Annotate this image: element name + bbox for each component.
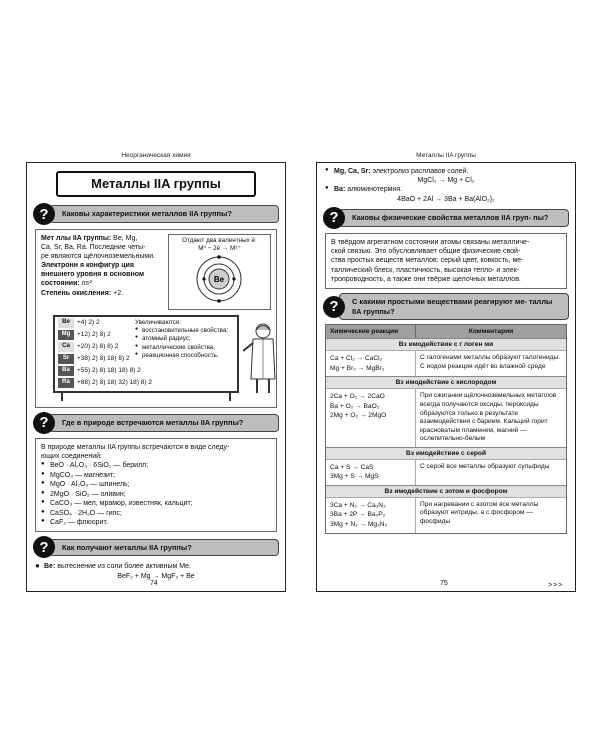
item-label: Ba: [334,186,346,194]
comment-cell: С серой все металлы образуют сульфиды [420,462,550,470]
list-item [325,185,567,194]
left-page [26,162,286,592]
atom-formula: M⁰ − 2ē → M²⁺ [198,245,241,253]
reaction-formula: 4BaO + 2Al → 3Ba + Ba(AlO₂)₂ [397,195,495,203]
mineral-text: CaF₂ — флюорит. [50,518,108,526]
bullet-icon: ● [41,480,45,487]
list-item [41,518,271,527]
question-reactions [323,293,569,320]
property-item [135,327,228,335]
comment-cell: С галогенами металлы образуют галогениды. С иодом реакция идёт во влажной среде [420,354,561,370]
nature-box: В природе металлы IIA группы встречаются в виде следу- ющих соединений: ● BeO · Al₂O₃ · 6SiO₂ — берилл; ● MgCO₃ — магнезит; ● MgO · Al₂O₃ — шпинель; ● 2MgO · SiO₂ — оливин; ● CaCO₃ — мел, мрамор, известняк, кальцит; ● CaSO₄ · 2H₂O — гипс; ● CaF₂ — флюорит. [35,438,277,533]
reaction-formula: Mg + Br₂ → MgBr₂ [330,364,385,372]
element-symbol: Be [58,318,74,328]
table-row [326,497,566,533]
running-head-right: Металлы IIA группы [416,152,476,159]
electron-configuration: +4) 2) 2 [77,318,100,326]
bullet-icon: ● [135,325,139,332]
item-label: Mg, Ca, Sr: [334,168,371,175]
physical-properties-text [325,233,567,289]
page-title: Металлы IIA группы [56,171,256,197]
question-obtaining [33,536,279,558]
table-section-title: Вз имодействие с кислородом [326,376,566,388]
question-text: Каковы физические свойства металлов IIA груп- пы? [339,209,569,227]
property-text: реакционная способность. [142,352,219,360]
text-line: ства простых веществ металлов: серый цвет, ковкость, ме- [331,257,524,265]
list-item [41,509,271,518]
reaction-formula: 3Mg + N₂ → Mg₃N₂ [330,520,388,528]
element-symbol: Ca [58,342,74,352]
bullet-icon: ● [41,508,45,515]
mineral-text: BeO · Al₂O₃ · 6SiO₂ — берилл; [50,462,149,470]
bullet-icon: ● [325,185,329,192]
mineral-text: MgO · Al₂O₃ — шпинель; [50,481,130,489]
electron-configuration: +12) 2) 8) 2 [77,330,111,338]
continue-arrows: >>> [548,582,564,589]
element-symbol: Mg [58,330,74,340]
element-row [55,377,237,389]
question-mark-icon: ? [33,412,55,434]
element-symbol: Ra [58,378,74,388]
right-page [316,162,576,592]
characteristics-box [35,229,277,408]
element-symbol: Sr [58,354,74,364]
obtaining-item: ● Be: вытеснение из соли более активным Me. BeF₂ + Mg → MgF₂ + Be [35,562,277,579]
property-text: восстановительные свойства; [142,326,229,334]
reaction-formula: BeF₂ + Mg → MgF₂ + Be [117,572,195,580]
mineral-text: CaSO₄ · 2H₂O — гипс; [50,509,122,517]
reaction-formula: Ca + Cl₂ → CaCl₂ [330,355,383,363]
atom-caption: Отдают два валентных ē: [182,237,257,244]
question-text: Как получают металлы IIA группы? [49,539,279,557]
running-head-left: Неорганическая химия [121,152,191,159]
electron-configuration: +38) 2) 8) 18) 8) 2 [77,354,130,362]
text-line: таллический блеск, пластичность, высокая тепло- и элек- [331,266,519,274]
table-row [326,459,566,485]
property-item [135,352,228,360]
reaction-formula: 3Mg + S → MgS [330,473,379,481]
mineral-text: 2MgO · SiO₂ — оливин; [50,490,126,498]
bullet-icon: ● [41,470,45,477]
atom-orbit-icon [189,254,249,304]
electron-configuration: +88) 2) 8) 18) 32) 18) 8) 2 [77,378,152,386]
bullet-icon: ● [41,517,45,524]
table-row [326,350,566,376]
reactions-cell [326,389,416,446]
blackboard [53,315,261,401]
bullet-icon: ● [41,489,45,496]
table-section-title: Вз имодействие с зотом и фосфором [326,485,566,497]
page-number-right: 75 [440,580,448,587]
reaction-formula: 3Ba + 2P → Ba₃P₂ [330,511,386,519]
mineral-text: CaCO₃ — мел, мрамор, известняк, кальцит; [50,500,193,508]
electron-configuration: +20) 2) 8) 8) 2 [77,342,119,350]
comment-cell: При сжигании щёлочноземельных металлов всегда получаются оксиды, пероксиды образуются только в результате взаимодействия с барием. Кальций горит красноватым пламенем, магний — ослепительно-белым [420,392,557,443]
svg-text:Be: Be [214,274,225,284]
properties-list: Увеличиваются: ● восстановительные свойства; ● атомный радиус; ● металлические свойства; ● реакционная способность. [135,318,229,360]
question-text: Каковы характеристики металлов IIA группы? [49,205,279,223]
reaction-formula: 2Ca + O₂ → 2CaO [330,393,385,401]
question-nature [33,412,279,434]
reaction-formula: Ca + S → CaS [330,463,374,471]
page-number-left: 74 [150,580,158,587]
question-physical [323,207,569,229]
reactions-cell [326,498,416,533]
table-header: Химические реакции Комментарии [326,325,566,338]
scientist-figure-icon [243,321,277,397]
bullet-icon: ● [41,499,45,506]
reaction-formula: MgCl₂ → Mg + Cl₂ [417,177,475,185]
question-text: С какими простыми веществами реагируют ме- таллы IIA группы? [339,293,569,320]
mineral-text: MgCO₃ — магнезит; [50,471,116,479]
table-row [326,388,566,446]
text-line: ской связью. Это обусловливает общие физические свой- [331,248,521,256]
text-line: тропроводность, а также они твёрже щелочных металлов. [331,275,521,283]
question-mark-icon: ? [33,203,55,225]
list-item [41,480,271,489]
list-item [41,471,271,480]
question-mark-icon: ? [323,207,345,229]
property-item [135,344,228,352]
reactions-cell [326,351,416,376]
property-text: металлические свойства; [142,343,215,351]
property-text: атомный радиус; [142,335,191,343]
item-text [334,185,402,194]
reaction-formula: 2Mg + O₂ → 2MgO [330,412,387,420]
question-mark-icon: ? [323,296,345,318]
reaction-formula: Ba + O₂ → BaO₂ [330,402,380,410]
obtaining-continued [325,167,567,203]
comment-cell: При нагревании с азотом все металлы образуют нитриды, а с фосфором — фосфиды [420,500,539,525]
electron-configuration: +55) 2) 8) 18) 18) 8) 2 [77,366,141,374]
property-item [135,335,228,343]
item-description: алюминотермия. [345,186,403,194]
bullet-icon: ● [325,167,329,173]
text-line: В твёрдом агрегатном состоянии атомы связаны металличе- [331,238,530,246]
reaction-formula: 3Ca + N₂ → Ca₃N₂ [330,501,386,509]
bullet-icon: ● [135,351,139,358]
item-text [334,167,468,176]
bullet-icon: ● [135,342,139,349]
reactions-cell [326,460,416,485]
bullet-icon: ● [135,334,139,341]
list-item [325,167,567,176]
table-section-title: Вз имодействие с серой [326,447,566,459]
characteristics-text: Мет ллы IIA группы: Be, Mg, Ca, Sr, Ba, Ra. Последние четы- ре являются щёлочноземельными. Электронн я конфигур ция внешнего уровня в основном состоянии: ns² Степень окисления: +2. [41,235,156,297]
list-item [41,461,271,470]
list-item [41,499,271,508]
list-item [41,490,271,499]
question-characteristics [33,203,279,225]
atom-diagram [168,234,271,310]
bullet-icon: ● [41,461,45,468]
element-row [55,365,237,377]
reactions-table [325,324,567,533]
item-description: электролиз расплавов солей. [370,168,469,175]
question-mark-icon: ? [33,536,55,558]
question-text: Где в природе встречаются металлы IIA группы? [49,414,279,432]
element-symbol: Ba [58,366,74,376]
blackboard-stand [61,393,231,401]
table-section-title: Вз имодействие с г логен ми [326,338,566,350]
bullet-icon: ● [35,561,40,571]
